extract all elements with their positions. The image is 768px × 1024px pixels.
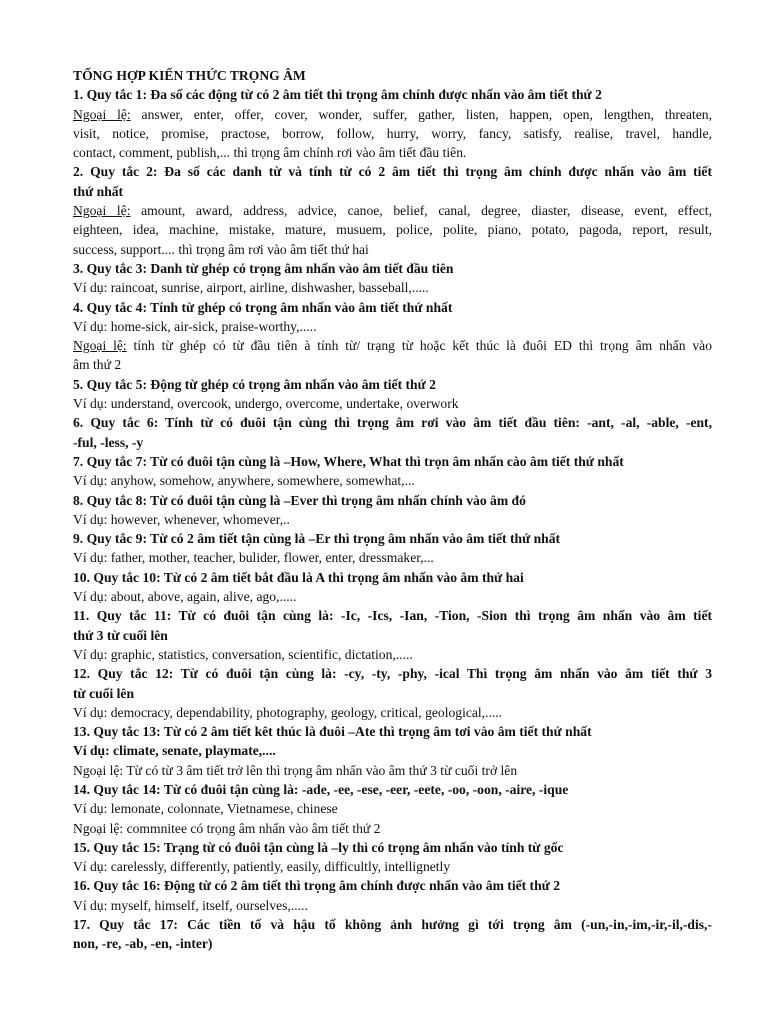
rule-heading-line — [73, 741, 712, 760]
body-text-line — [73, 896, 712, 915]
line-text: 8. Quy tắc 8: Từ có đuôi tận cùng là –Ever thì trọng âm nhấn chính vào âm đó — [73, 492, 526, 508]
body-text-line — [73, 587, 712, 606]
line-text: Ví dụ: lemonate, colonnate, Vietnamese, chinese — [73, 801, 338, 817]
rule-heading-line — [73, 606, 712, 625]
exception-label: Ngoại lệ: — [73, 338, 127, 354]
line-text: 15. Quy tắc 15: Trạng từ có đuôi tận cùng là –ly thì có trọng âm nhấn vào tính từ gốc — [73, 839, 564, 855]
line-text: Ví dụ: myself, himself, itself, ourselves,..... — [73, 897, 308, 913]
line-text: Ví dụ: climate, senate, playmate,.... — [73, 743, 276, 759]
line-text: answer, enter, offer, cover, wonder, suffer, gather, listen, happen, open, lengthen, threaten, — [130, 106, 712, 122]
line-text: Ngoại lệ: commnitee có trọng âm nhấn vào âm tiết thứ 2 — [73, 820, 381, 836]
line-text: Ví dụ: father, mother, teacher, bulider, flower, enter, dressmaker,... — [73, 550, 434, 566]
line-text: Ví dụ: graphic, statistics, conversation, scientific, dictation,..... — [73, 646, 413, 662]
rule-heading-line — [73, 162, 712, 181]
body-text-line — [73, 124, 712, 143]
line-text: 3. Quy tắc 3: Danh từ ghép có trọng âm nhấn vào âm tiết đầu tiên — [73, 260, 454, 276]
line-text: 16. Quy tắc 16: Động từ có 2 âm tiết thì trọng âm chính được nhấn vào âm tiết thứ 2 — [73, 878, 560, 894]
rule-heading-line — [73, 876, 712, 895]
line-text: 9. Quy tắc 9: Từ có 2 âm tiết tận cùng là –Er thì trọng âm nhấn vào âm tiết thứ nhất — [73, 531, 561, 547]
rule-heading-line — [73, 722, 712, 741]
line-text: amount, award, address, advice, canoe, belief, canal, degree, diaster, disease, event, effect, — [130, 203, 712, 219]
line-text: 1. Quy tắc 1: Đa số các động từ có 2 âm tiết thì trọng âm chính được nhấn vào âm tiết thứ 2 — [73, 87, 602, 103]
line-text: eighteen, idea, machine, mistake, mature, musuem, police, polite, piano, potato, pagoda, report, result, — [73, 222, 712, 238]
rule-heading-line — [73, 259, 712, 278]
rule-heading-line — [73, 298, 712, 317]
body-text-line — [73, 857, 712, 876]
rule-heading-line — [73, 85, 712, 104]
line-text: 6. Quy tắc 6: Tính từ có đuôi tận cùng thì trọng âm rơi vào âm tiết đầu tiên: -ant, -al, -able, -ent, — [73, 415, 712, 431]
rule-heading-line — [73, 664, 712, 683]
line-text: non, -re, -ab, -en, -inter) — [73, 936, 213, 952]
line-text: thứ 3 từ cuối lên — [73, 627, 168, 643]
line-text: 7. Quy tắc 7: Từ có đuôi tận cùng là –How, Where, What thì trọn âm nhấn cào âm tiết thứ nhất — [73, 453, 624, 469]
line-text: 17. Quy tắc 17: Các tiền tố và hậu tố không ảnh hưởng gì tới trọng âm (-un,-in,-im,-ir,-il,-dis,- — [73, 917, 712, 933]
line-text: 4. Quy tắc 4: Tính từ ghép có trọng âm nhấn vào âm tiết thứ nhất — [73, 299, 453, 315]
body-text-line — [73, 105, 712, 124]
body-text-line — [73, 394, 712, 413]
body-text-line — [73, 143, 712, 162]
rule-heading-line — [73, 780, 712, 799]
line-text: từ cuối lên — [73, 685, 135, 701]
line-text: visit, notice, promise, practose, borrow, follow, hurry, worry, fancy, satisfy, realise, travel, handle, — [73, 125, 712, 141]
line-text: 12. Quy tắc 12: Từ có đuôi tận cùng là: -cy, -ty, -phy, -ical Thì trọng âm nhấn vào âm tiết thứ 3 — [73, 666, 712, 682]
body-text-line — [73, 799, 712, 818]
line-text: 2. Quy tắc 2: Đa số các danh từ và tính từ có 2 âm tiết thì trọng âm chính được nhấn vào âm tiết — [73, 164, 712, 180]
rule-heading-line — [73, 626, 712, 645]
rule-heading-line — [73, 568, 712, 587]
line-text: -ful, -less, -y — [73, 434, 144, 450]
body-text-line — [73, 278, 712, 297]
rule-heading-line — [73, 529, 712, 548]
body-text-line — [73, 761, 712, 780]
body-text-line — [73, 548, 712, 567]
document-body — [73, 66, 712, 954]
body-text-line — [73, 336, 712, 355]
line-text: Ngoại lệ: Từ có từ 3 âm tiết trở lên thì trọng âm nhấn vào âm thứ 3 từ cuối trở lên — [73, 762, 518, 778]
line-text: tính từ ghép có từ đầu tiên à tính từ/ trạng từ hoặc kết thúc là đuôi ED thì trọng âm nhấn vào — [126, 338, 712, 354]
exception-label: Ngoại lệ: — [73, 106, 131, 122]
line-text: Ví dụ: however, whenever, whomever,.. — [73, 511, 290, 527]
rule-heading-line — [73, 452, 712, 471]
line-text: thứ nhất — [73, 183, 124, 199]
line-text: 14. Quy tắc 14: Từ có đuôi tận cùng là: -ade, -ee, -ese, -eer, -eete, -oo, -oon, -aire, -ique — [73, 781, 569, 797]
rule-heading-line — [73, 838, 712, 857]
line-text: Ví dụ: raincoat, sunrise, airport, airline, dishwasher, basseball,..... — [73, 280, 429, 296]
line-text: Ví dụ: anyhow, somehow, anywhere, somewhere, somewhat,... — [73, 473, 415, 489]
body-text-line — [73, 510, 712, 529]
line-text: success, support.... thì trọng âm rơi vào âm tiết thứ hai — [73, 241, 369, 257]
body-text-line — [73, 240, 712, 259]
line-text: Ví dụ: democracy, dependability, photography, geology, critical, geological,..... — [73, 704, 503, 720]
body-text-line — [73, 703, 712, 722]
body-text-line — [73, 201, 712, 220]
body-text-line — [73, 220, 712, 239]
body-text-line — [73, 645, 712, 664]
line-text: âm thứ 2 — [73, 357, 122, 373]
line-text: contact, comment, publish,... thì trọng âm chính rơi vào âm tiết đầu tiên. — [73, 145, 467, 161]
rule-heading-line — [73, 934, 712, 953]
body-text-line — [73, 355, 712, 374]
body-text-line — [73, 471, 712, 490]
rule-heading-line — [73, 182, 712, 201]
exception-label: Ngoại lệ: — [73, 203, 131, 219]
line-text: Ví dụ: carelessly, differently, patiently, easily, difficultly, intellignetly — [73, 859, 451, 875]
rule-heading-line — [73, 491, 712, 510]
line-text: Ví dụ: home-sick, air-sick, praise-worthy,..... — [73, 318, 317, 334]
line-text: 10. Quy tắc 10: Từ có 2 âm tiết bắt đầu là A thì trọng âm nhấn vào âm thứ hai — [73, 569, 524, 585]
line-text: Ví dụ: about, above, again, alive, ago,..... — [73, 589, 297, 605]
body-text-line — [73, 317, 712, 336]
rule-heading-line — [73, 915, 712, 934]
rule-heading-line — [73, 684, 712, 703]
line-text: 5. Quy tắc 5: Động từ ghép có trọng âm nhấn vào âm tiết thứ 2 — [73, 376, 436, 392]
line-text: Ví dụ: understand, overcook, undergo, overcome, undertake, overwork — [73, 396, 459, 412]
body-text-line — [73, 819, 712, 838]
line-text: 11. Quy tắc 11: Từ có đuôi tận cùng là: -Ic, -Ics, -Ian, -Tion, -Sion thì trọng âm nhấn vào âm tiết — [73, 608, 712, 624]
line-text: 13. Quy tắc 13: Từ có 2 âm tiết kêt thúc là đuôi –Ate thì trọng âm tơi vào âm tiết thứ nhất — [73, 724, 592, 740]
document-lines — [73, 85, 712, 953]
rule-heading-line — [73, 413, 712, 432]
document-title: TỔNG HỢP KIẾN THỨC TRỌNG ÂM — [73, 68, 306, 83]
rule-heading-line — [73, 433, 712, 452]
rule-heading-line — [73, 375, 712, 394]
